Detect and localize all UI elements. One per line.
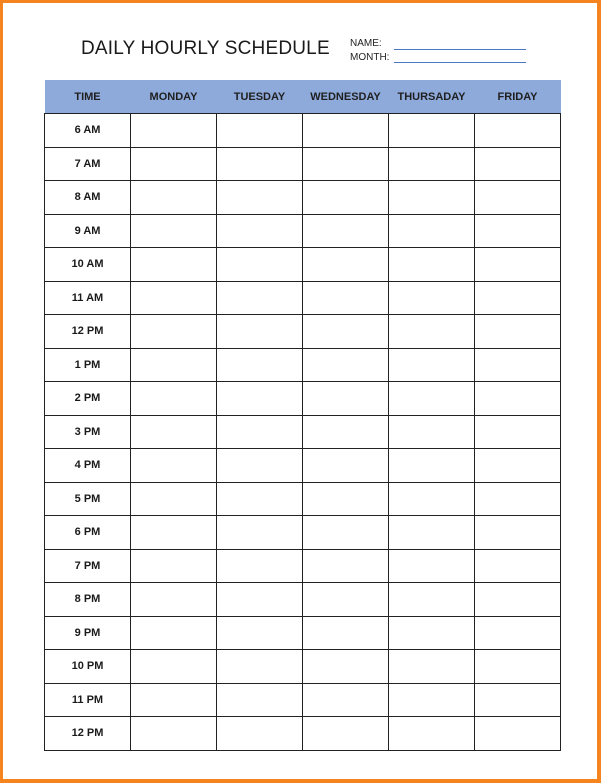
schedule-cell-wednesday[interactable] bbox=[303, 415, 389, 449]
schedule-cell-wednesday[interactable] bbox=[303, 717, 389, 751]
schedule-cell-friday[interactable] bbox=[475, 717, 561, 751]
schedule-cell-friday[interactable] bbox=[475, 315, 561, 349]
schedule-cell-friday[interactable] bbox=[475, 616, 561, 650]
schedule-cell-monday[interactable] bbox=[131, 348, 217, 382]
schedule-cell-thursaday[interactable] bbox=[389, 315, 475, 349]
table-row bbox=[45, 114, 561, 148]
table-row bbox=[45, 683, 561, 717]
column-header-wednesday: WEDNESDAY bbox=[303, 80, 389, 114]
table-row bbox=[45, 315, 561, 349]
schedule-cell-thursaday[interactable] bbox=[389, 683, 475, 717]
schedule-cell-monday[interactable] bbox=[131, 181, 217, 215]
table-row bbox=[45, 583, 561, 617]
schedule-cell-monday[interactable] bbox=[131, 449, 217, 483]
schedule-cell-thursaday[interactable] bbox=[389, 114, 475, 148]
schedule-body bbox=[45, 114, 561, 751]
time-cell: 12 PM bbox=[45, 315, 131, 349]
time-cell: 7 AM bbox=[45, 147, 131, 181]
time-cell: 11 AM bbox=[45, 281, 131, 315]
schedule-cell-wednesday[interactable] bbox=[303, 281, 389, 315]
schedule-cell-monday[interactable] bbox=[131, 616, 217, 650]
table-row bbox=[45, 348, 561, 382]
schedule-cell-tuesday[interactable] bbox=[217, 717, 303, 751]
schedule-cell-friday[interactable] bbox=[475, 415, 561, 449]
time-cell: 6 PM bbox=[45, 516, 131, 550]
schedule-cell-friday[interactable] bbox=[475, 516, 561, 550]
schedule-cell-thursaday[interactable] bbox=[389, 214, 475, 248]
table-row bbox=[45, 650, 561, 684]
schedule-cell-monday[interactable] bbox=[131, 583, 217, 617]
schedule-cell-wednesday[interactable] bbox=[303, 114, 389, 148]
schedule-cell-tuesday[interactable] bbox=[217, 281, 303, 315]
schedule-cell-tuesday[interactable] bbox=[217, 214, 303, 248]
table-row bbox=[45, 415, 561, 449]
schedule-cell-friday[interactable] bbox=[475, 348, 561, 382]
name-field[interactable] bbox=[394, 49, 526, 50]
column-header-tuesday: TUESDAY bbox=[217, 80, 303, 114]
table-row bbox=[45, 516, 561, 550]
table-row bbox=[45, 616, 561, 650]
table-row bbox=[45, 549, 561, 583]
time-cell: 8 AM bbox=[45, 181, 131, 215]
schedule-cell-thursaday[interactable] bbox=[389, 382, 475, 416]
schedule-cell-thursaday[interactable] bbox=[389, 650, 475, 684]
schedule-cell-monday[interactable] bbox=[131, 549, 217, 583]
schedule-cell-thursaday[interactable] bbox=[389, 348, 475, 382]
time-cell: 10 PM bbox=[45, 650, 131, 684]
schedule-cell-thursaday[interactable] bbox=[389, 248, 475, 282]
schedule-cell-thursaday[interactable] bbox=[389, 181, 475, 215]
schedule-cell-friday[interactable] bbox=[475, 248, 561, 282]
schedule-cell-tuesday[interactable] bbox=[217, 248, 303, 282]
schedule-cell-friday[interactable] bbox=[475, 449, 561, 483]
schedule-cell-tuesday[interactable] bbox=[217, 549, 303, 583]
schedule-table bbox=[44, 80, 561, 751]
time-cell: 11 PM bbox=[45, 683, 131, 717]
schedule-cell-tuesday[interactable] bbox=[217, 616, 303, 650]
schedule-cell-monday[interactable] bbox=[131, 683, 217, 717]
schedule-cell-thursaday[interactable] bbox=[389, 583, 475, 617]
schedule-cell-wednesday[interactable] bbox=[303, 616, 389, 650]
column-header-time: TIME bbox=[45, 80, 131, 114]
time-cell: 12 PM bbox=[45, 717, 131, 751]
schedule-cell-monday[interactable] bbox=[131, 114, 217, 148]
table-row bbox=[45, 248, 561, 282]
schedule-cell-wednesday[interactable] bbox=[303, 549, 389, 583]
schedule-cell-thursaday[interactable] bbox=[389, 616, 475, 650]
schedule-cell-tuesday[interactable] bbox=[217, 415, 303, 449]
schedule-cell-monday[interactable] bbox=[131, 147, 217, 181]
schedule-cell-thursaday[interactable] bbox=[389, 482, 475, 516]
schedule-cell-tuesday[interactable] bbox=[217, 449, 303, 483]
schedule-cell-wednesday[interactable] bbox=[303, 583, 389, 617]
table-row bbox=[45, 147, 561, 181]
schedule-cell-wednesday[interactable] bbox=[303, 382, 389, 416]
schedule-cell-wednesday[interactable] bbox=[303, 482, 389, 516]
schedule-cell-tuesday[interactable] bbox=[217, 482, 303, 516]
schedule-cell-monday[interactable] bbox=[131, 214, 217, 248]
schedule-cell-wednesday[interactable] bbox=[303, 650, 389, 684]
schedule-cell-monday[interactable] bbox=[131, 415, 217, 449]
table-row bbox=[45, 281, 561, 315]
table-row bbox=[45, 214, 561, 248]
schedule-cell-friday[interactable] bbox=[475, 482, 561, 516]
schedule-cell-monday[interactable] bbox=[131, 482, 217, 516]
header-row bbox=[45, 80, 561, 114]
time-cell: 7 PM bbox=[45, 549, 131, 583]
time-cell: 9 PM bbox=[45, 616, 131, 650]
table-row bbox=[45, 382, 561, 416]
schedule-cell-thursaday[interactable] bbox=[389, 449, 475, 483]
schedule-cell-friday[interactable] bbox=[475, 382, 561, 416]
month-field[interactable] bbox=[394, 62, 526, 63]
schedule-cell-friday[interactable] bbox=[475, 181, 561, 215]
schedule-cell-friday[interactable] bbox=[475, 281, 561, 315]
schedule-cell-friday[interactable] bbox=[475, 650, 561, 684]
schedule-cell-monday[interactable] bbox=[131, 650, 217, 684]
schedule-cell-tuesday[interactable] bbox=[217, 650, 303, 684]
column-header-friday: FRIDAY bbox=[475, 80, 561, 114]
table-row bbox=[45, 449, 561, 483]
schedule-cell-thursaday[interactable] bbox=[389, 147, 475, 181]
schedule-cell-wednesday[interactable] bbox=[303, 516, 389, 550]
schedule-cell-wednesday[interactable] bbox=[303, 181, 389, 215]
schedule-cell-thursaday[interactable] bbox=[389, 549, 475, 583]
time-cell: 4 PM bbox=[45, 449, 131, 483]
schedule-cell-monday[interactable] bbox=[131, 717, 217, 751]
schedule-cell-wednesday[interactable] bbox=[303, 683, 389, 717]
month-label: MONTH: bbox=[350, 52, 390, 63]
schedule-cell-friday[interactable] bbox=[475, 114, 561, 148]
schedule-cell-tuesday[interactable] bbox=[217, 147, 303, 181]
name-label: NAME: bbox=[350, 38, 382, 49]
column-header-monday: MONDAY bbox=[131, 80, 217, 114]
time-cell: 2 PM bbox=[45, 382, 131, 416]
schedule-cell-monday[interactable] bbox=[131, 315, 217, 349]
schedule-cell-tuesday[interactable] bbox=[217, 516, 303, 550]
schedule-cell-tuesday[interactable] bbox=[217, 382, 303, 416]
page-title: DAILY HOURLY SCHEDULE bbox=[81, 38, 330, 59]
schedule-cell-friday[interactable] bbox=[475, 583, 561, 617]
schedule-cell-tuesday[interactable] bbox=[217, 583, 303, 617]
schedule-cell-thursaday[interactable] bbox=[389, 281, 475, 315]
schedule-cell-tuesday[interactable] bbox=[217, 348, 303, 382]
time-cell: 6 AM bbox=[45, 114, 131, 148]
schedule-cell-monday[interactable] bbox=[131, 281, 217, 315]
schedule-cell-friday[interactable] bbox=[475, 549, 561, 583]
schedule-cell-wednesday[interactable] bbox=[303, 248, 389, 282]
schedule-cell-thursaday[interactable] bbox=[389, 717, 475, 751]
schedule-cell-tuesday[interactable] bbox=[217, 315, 303, 349]
time-cell: 3 PM bbox=[45, 415, 131, 449]
schedule-cell-friday[interactable] bbox=[475, 147, 561, 181]
schedule-cell-tuesday[interactable] bbox=[217, 114, 303, 148]
schedule-cell-wednesday[interactable] bbox=[303, 214, 389, 248]
schedule-cell-friday[interactable] bbox=[475, 683, 561, 717]
time-cell: 8 PM bbox=[45, 583, 131, 617]
time-cell: 10 AM bbox=[45, 248, 131, 282]
schedule-cell-friday[interactable] bbox=[475, 214, 561, 248]
schedule-cell-tuesday[interactable] bbox=[217, 181, 303, 215]
schedule-cell-wednesday[interactable] bbox=[303, 147, 389, 181]
column-header-thursaday: THURSADAY bbox=[389, 80, 475, 114]
schedule-cell-tuesday[interactable] bbox=[217, 683, 303, 717]
time-cell: 5 PM bbox=[45, 482, 131, 516]
schedule-cell-wednesday[interactable] bbox=[303, 315, 389, 349]
table-row bbox=[45, 482, 561, 516]
table-row bbox=[45, 717, 561, 751]
time-cell: 9 AM bbox=[45, 214, 131, 248]
schedule-cell-monday[interactable] bbox=[131, 516, 217, 550]
schedule-cell-thursaday[interactable] bbox=[389, 415, 475, 449]
time-cell: 1 PM bbox=[45, 348, 131, 382]
table-row bbox=[45, 181, 561, 215]
schedule-cell-wednesday[interactable] bbox=[303, 449, 389, 483]
schedule-cell-thursaday[interactable] bbox=[389, 516, 475, 550]
schedule-cell-monday[interactable] bbox=[131, 382, 217, 416]
schedule-cell-monday[interactable] bbox=[131, 248, 217, 282]
schedule-cell-wednesday[interactable] bbox=[303, 348, 389, 382]
